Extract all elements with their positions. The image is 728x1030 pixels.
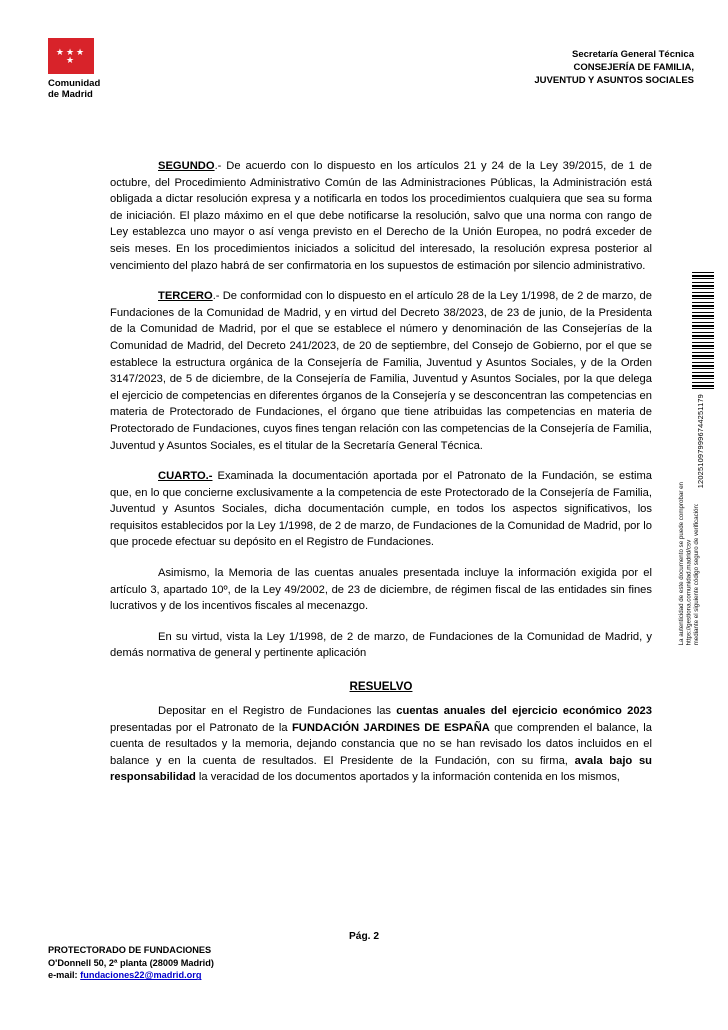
label-cuarto: CUARTO.- <box>158 470 213 483</box>
resuelvo-bold-cuentas: cuentas anuales del ejercicio económico 2023 <box>396 705 652 718</box>
paragraph-asimismo: Asimismo, la Memoria de las cuentas anuales presentada incluye la información exigida por el artículo 3, apartado 10º, de la Ley 49/2002, de 23 de diciembre, de régimen fiscal de las entidades sin fines lucrativos y de los incentivos fiscales al mecenazgo. <box>110 567 652 613</box>
footer-email-link[interactable]: fundaciones22@madrid.org <box>80 970 202 981</box>
csv-note-line-2: https://gestiona.comunidad.madrid/csv <box>685 539 693 646</box>
text-tercero: .- De conformidad con lo dispuesto en el artículo 28 de la Ley 1/1998, de 2 de marzo, de Fundaciones de la Comunidad de Madrid, y en virtud del Decreto 38/2023, de 23 de junio, de la Presidenta de la Comunidad de Madrid, por el que se establece el número y denominación de las Consejerías de la Comunidad de Madrid, del Decreto 241/2023, de 20 de septiembre, del Consejo de Gobierno, por el que se establece la estructura orgánica de la Consejería de Familia, Juventud y Asuntos Sociales, y de la Orden 3147/2023, de 5 de diciembre, de la Consejería de Familia, Juventud y Asuntos Sociales, por la que delega el ejercicio de competencias en diferentes órganos de la Consejería y se desconcentran las competencias en materia de Protectorado de Fundaciones, el órgano que tiene atribuidas las competencias en materia de Protectorado de Fundaciones, cuyos fines tengan relación con las competencias de la Consejería de Familia, Juventud y Asuntos Sociales, es el titular de la Secretaría General Técnica. <box>110 290 652 452</box>
stars-icon <box>48 47 94 65</box>
logo-mark-icon <box>48 38 94 74</box>
footer-email-line <box>48 969 214 982</box>
paragraph-resuelvo-body <box>110 703 652 786</box>
org-line-1: Secretaría General Técnica <box>572 49 694 60</box>
logo-text <box>48 78 168 100</box>
label-tercero: TERCERO <box>158 290 213 303</box>
resuelvo-text-3: que comprenden el balance, la cuenta de resultados y la memoria, dejando constancia que no se han revisado los datos incluidos en el balance y en la cuenta de resultados. El Presidente de la Fundación, con su firma, <box>110 721 652 767</box>
resuelvo-bold-fundacion: FUNDACIÓN JARDINES DE ESPAÑA <box>291 721 490 734</box>
label-segundo: SEGUNDO <box>158 160 215 172</box>
csv-note-line-3: mediante el siguiente código seguro de verificación: <box>693 503 701 646</box>
paragraph-cuarto <box>110 468 652 551</box>
paragraph-en-virtud: En su virtud, vista la Ley 1/1998, de 2 de marzo, de Fundaciones de la Comunidad de Madrid, y demás normativa de general y pertinente aplicación <box>110 630 652 660</box>
document-body <box>110 158 652 800</box>
footer-org: PROTECTORADO DE FUNDACIONES <box>48 945 212 956</box>
text-cuarto: Examinada la documentación aportada por el Patronato de la Fundación, se estima que, en lo que concierne exclusivamente a la competencia de este Protectorado de la Consejería de Familia, Juventud y Asuntos Sociales, dicha documentación cumple, en todos los aspectos significativos, los requisitos establecidos por la Ley 1/1998, de 2 de marzo, de Fundaciones de la Comunidad de Madrid, por lo que procede efectuar su depósito en el Registro de Fundaciones. <box>110 470 652 549</box>
logo-stars-row1: ★★★ <box>55 47 87 57</box>
document-footer <box>48 944 214 982</box>
csv-verification-strip <box>678 272 712 732</box>
resuelvo-text-2: presentadas por el Patronato de la <box>110 721 292 734</box>
resuelvo-bold-avala: avala bajo su responsabilidad <box>110 754 652 784</box>
comunidad-de-madrid-logo <box>48 38 168 100</box>
barcode-icon <box>692 272 714 390</box>
org-line-3: JUVENTUD Y ASUNTOS SOCIALES <box>534 75 694 86</box>
footer-email-label: e-mail: <box>48 970 81 981</box>
document-header <box>48 38 694 108</box>
csv-code: 1202510979996744251179 <box>696 394 705 489</box>
logo-name-line1: Comunidad <box>48 78 101 89</box>
logo-name-line2: de Madrid <box>48 89 93 100</box>
text-segundo: .- De acuerdo con lo dispuesto en los artículos 21 y 24 de la Ley 39/2015, de 1 de octubre, del Procedimiento Administrativo Común de las Administraciones Públicas, la Administración está obligada a dictar resolución expresa y a notificarla en todos los procedimientos cualquiera que sea su forma de iniciación. El plazo máximo en el que debe notificarse la resolución, salvo que una norma con rango de Ley establezca uno mayor o así venga previsto en el Derecho de la Unión Europea, no podrá exceder de seis meses. En los procedimientos iniciados a solicitud del interesado, la resolución expresa posterior al vencimiento del plazo habrá de ser confirmatoria en los supuestos de estimación por silencio administrativo. <box>110 160 652 272</box>
resuelvo-text-1: Depositar en el Registro de Fundaciones las <box>158 705 397 718</box>
paragraph-segundo <box>110 158 652 274</box>
footer-address: O'Donnell 50, 2ª planta (28009 Madrid) <box>48 957 214 968</box>
org-line-2: CONSEJERÍA DE FAMILIA, <box>573 62 694 73</box>
issuing-body <box>534 48 694 87</box>
page-number: Pág. 2 <box>348 931 379 942</box>
resuelvo-text-4: la veracidad de los documentos aportados y la información contenida en los mismos, <box>195 771 620 784</box>
section-heading-resuelvo: RESUELVO <box>349 680 413 694</box>
csv-note-line-1: La autenticidad de este documento se puede comprobar en <box>678 482 685 646</box>
csv-note <box>678 482 701 645</box>
logo-stars-row2: ★ <box>65 55 77 65</box>
paragraph-tercero <box>110 288 652 454</box>
